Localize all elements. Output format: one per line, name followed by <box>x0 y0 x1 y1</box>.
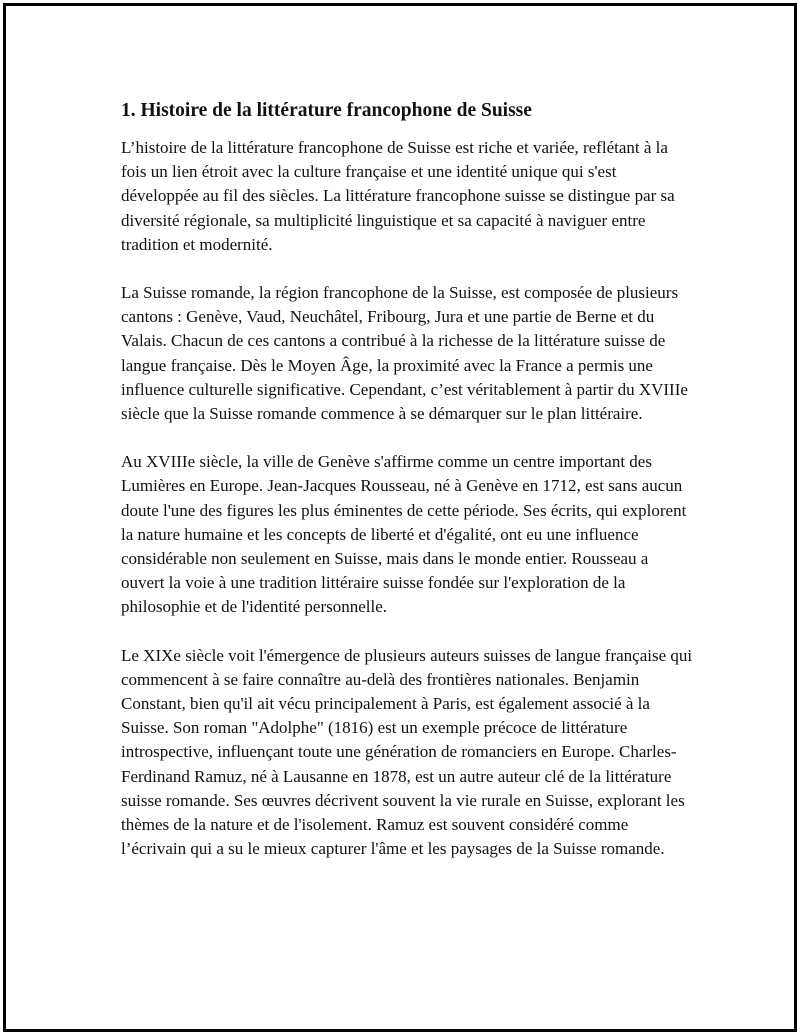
paragraph-intro: L’histoire de la littérature francophone de Suisse est riche et variée, reflétant à la fois un lien étroit avec la culture française et une identité unique qui s'est développée au fil des siècles. La littérature francophone suisse se distingue par sa diversité régionale, sa multiplicité linguistique et sa capacité à naviguer entre tradition et modernité. <box>121 138 675 254</box>
paragraph-suisse-romande: La Suisse romande, la région francophone de la Suisse, est composée de plusieurs cantons : Genève, Vaud, Neuchâtel, Fribourg, Jura et une partie de Berne et du Valais. Chacun de ces cantons a contribué à la richesse de la littérature suisse de langue française. Dès le Moyen Âge, la proximité avec la France a permis une influence culturelle significative. Cependant, c’est véritablement à partir du XVIIIe siècle que la Suisse romande commence à se démarquer sur le plan littéraire. <box>121 283 688 424</box>
paragraph-xviiie-siecle: Au XVIIIe siècle, la ville de Genève s'affirme comme un centre important des Lumières en Europe. Jean-Jacques Rousseau, né à Genève en 1712, est sans aucun doute l'une des figures les plus éminentes de cette période. Ses écrits, qui explorent la nature humaine et les concepts de liberté et d'égalité, ont eu une influence considérable non seulement en Suisse, mais dans le monde entier. Rousseau a ouvert la voie à une tradition littéraire suisse fondée sur l'exploration de la philosophie et de l'identité personnelle. <box>121 452 687 617</box>
page-frame <box>3 3 797 1032</box>
document-body <box>121 98 696 885</box>
section-title: 1. Histoire de la littérature francophone de Suisse <box>121 100 532 121</box>
paragraph-xixe-siecle: Le XIXe siècle voit l'émergence de plusieurs auteurs suisses de langue française qui commencent à se faire connaître au-delà des frontières nationales. Benjamin Constant, bien qu'il ait vécu principalement à Paris, est également associé à la Suisse. Son roman "Adolphe" (1816) est un exemple précoce de littérature introspective, influençant toute une génération de romanciers en Europe. Charles-Ferdinand Ramuz, né à Lausanne en 1878, est un autre auteur clé de la littérature suisse romande. Ses œuvres décrivent souvent la vie rurale en Suisse, explorant les thèmes de la nature et de l'isolement. Ramuz est souvent considéré comme l’écrivain qui a su le mieux capturer l'âme et les paysages de la Suisse romande. <box>121 645 693 859</box>
